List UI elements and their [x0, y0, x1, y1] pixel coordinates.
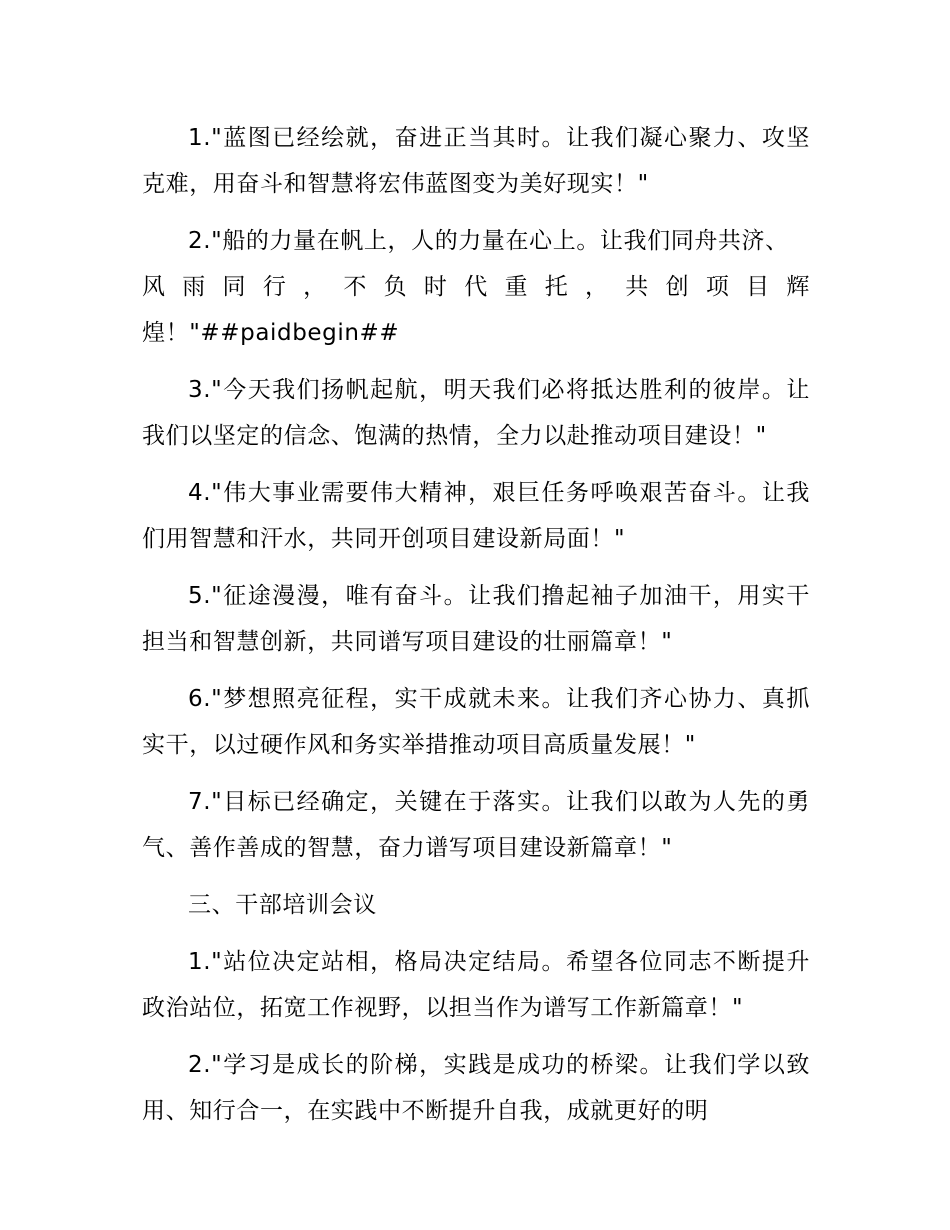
- document-body: [142, 115, 810, 1145]
- training-paragraph-2: 2."学习是成长的阶梯，实践是成功的桥梁。让我们学以致用、知行合一，在实践中不断提升自我，成就更好的明: [142, 1052, 810, 1124]
- slogan-paragraph-7: 7."目标已经确定，关键在于落实。让我们以敢为人先的勇气、善作善成的智慧，奋力谱写项目建设新篇章！": [142, 789, 810, 861]
- slogan-paragraph-1: 1."蓝图已经绘就，奋进正当其时。让我们凝心聚力、攻坚克难，用奋斗和智慧将宏伟蓝图变为美好现实！": [142, 125, 810, 197]
- slogan-paragraph-5: 5."征途漫漫，唯有奋斗。让我们撸起袖子加油干，用实干担当和智慧创新，共同谱写项目建设的壮丽篇章！": [142, 583, 810, 655]
- slogan-paragraph-2-line-2: 风 雨 同 行 ， 不 负 时 代 重 托 ， 共 创 项 目 辉: [142, 274, 810, 300]
- slogan-paragraph-2-line-3: 煌！"##paidbegin##: [142, 320, 400, 346]
- slogan-paragraph-2: [142, 218, 810, 356]
- section-heading: 三、干部培训会议: [188, 892, 377, 918]
- training-paragraph-1: 1."站位决定站相，格局决定结局。希望各位同志不断提升政治站位，拓宽工作视野，以担当作为谱写工作新篇章！": [142, 949, 810, 1021]
- slogan-paragraph-6: 6."梦想照亮征程，实干成就未来。让我们齐心协力、真抓实干，以过硬作风和务实举措推动项目高质量发展！": [142, 686, 810, 758]
- slogan-paragraph-4: 4."伟大事业需要伟大精神，艰巨任务呼唤艰苦奋斗。让我们用智慧和汗水，共同开创项目建设新局面！": [142, 480, 810, 552]
- slogan-paragraph-2-line-1: 2."船的力量在帆上，人的力量在心上。让我们同舟共济、: [188, 228, 789, 254]
- slogan-paragraph-3: 3."今天我们扬帆起航，明天我们必将抵达胜利的彼岸。让我们以坚定的信念、饱满的热情，全力以赴推动项目建设！": [142, 377, 810, 449]
